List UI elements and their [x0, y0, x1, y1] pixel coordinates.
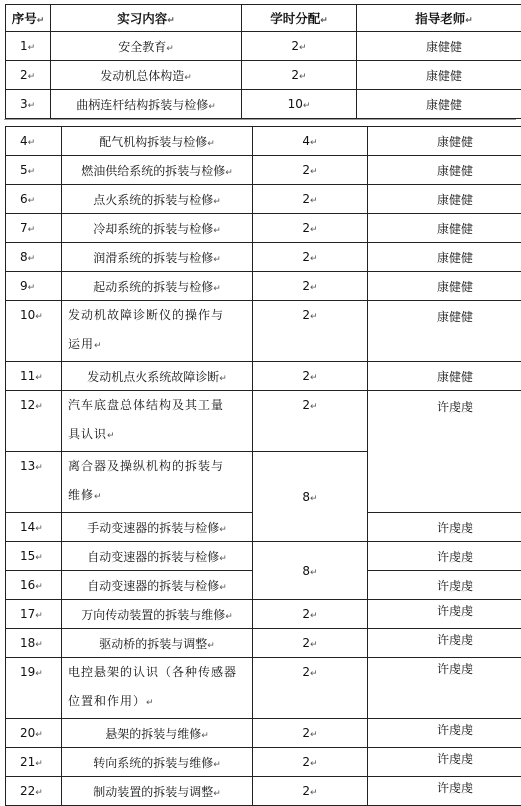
row-hours: 8 — [302, 564, 310, 578]
table-row: 11↵ 发动机点火系统故障诊断↵ 2↵ 康健健 — [6, 362, 521, 391]
table-row: 10↵ 发动机故障诊断仪的操作与 运用↵ 2↵ 康健健 — [6, 301, 521, 362]
table-row: 15↵ 自动变速器的拆装与检修↵ 8↵ 许虔虔 — [6, 542, 521, 571]
row-no: 15 — [20, 549, 35, 563]
row-hours: 2 — [302, 279, 310, 293]
row-content-line2: 维修 — [68, 488, 94, 502]
row-teacher: 许虔虔 — [437, 579, 473, 593]
row-teacher: 康健健 — [426, 69, 462, 83]
row-teacher: 康健健 — [426, 98, 462, 112]
row-hours: 2 — [302, 163, 310, 177]
row-no: 9 — [20, 279, 28, 293]
table-row: 5↵ 燃油供给系统的拆装与检修↵ 2↵ 康健健 — [6, 156, 521, 185]
header-no: 序号↵ — [6, 5, 51, 32]
row-hours: 2 — [302, 398, 310, 412]
row-teacher: 许虔虔 — [437, 781, 473, 795]
table-row: 13↵ 离合器及操纵机构的拆装与 维修↵ 8↵ — [6, 452, 521, 513]
table-row: 1↵ 安全教育↵ 2↵ 康健健 — [6, 32, 521, 61]
row-hours: 2 — [302, 636, 310, 650]
page-break-line — [4, 119, 516, 125]
row-hours: 8 — [302, 490, 310, 504]
row-content: 曲柄连杆结构拆装与检修 — [76, 98, 208, 112]
schedule-table-part2 — [5, 126, 521, 806]
row-content: 自动变速器的拆装与检修 — [87, 579, 219, 593]
row-content: 转向系统的拆装与维修 — [93, 756, 213, 770]
row-content: 冷却系统的拆装与检修 — [93, 222, 213, 236]
row-hours: 2 — [302, 192, 310, 206]
row-content-line1: 离合器及操纵机构的拆装与 — [68, 459, 224, 473]
row-content-line2: 具认识 — [68, 427, 107, 441]
row-teacher: 康健健 — [426, 40, 462, 54]
table-row: 20↵ 悬架的拆装与维修↵ 2↵ 许虔虔 — [6, 719, 521, 748]
row-no: 8 — [20, 250, 28, 264]
row-teacher: 许虔虔 — [437, 662, 473, 676]
row-hours: 2 — [302, 607, 310, 621]
row-hours: 4 — [302, 134, 310, 148]
row-content: 燃油供给系统的拆装与检修 — [81, 164, 225, 178]
schedule-table-part1 — [5, 4, 521, 119]
row-teacher: 康健健 — [437, 370, 473, 384]
header-content: 实习内容↵ — [51, 5, 242, 32]
row-hours: 2 — [291, 39, 299, 53]
row-no: 7 — [20, 221, 28, 235]
table-row: 22↵ 制动装置的拆装与调整↵ 2↵ 许虔虔 — [6, 777, 521, 806]
row-no: 10 — [20, 308, 35, 322]
row-content: 点火系统的拆装与检修 — [93, 193, 213, 207]
row-no: 12 — [20, 398, 35, 412]
table-row: 17↵ 万向传动装置的拆装与维修↵ 2↵ 许虔虔 — [6, 600, 521, 629]
row-hours: 2 — [302, 221, 310, 235]
table-row: 4↵ 配气机构拆装与检修↵ 4↵ 康健健 — [6, 127, 521, 156]
row-hours: 2 — [302, 369, 310, 383]
row-content: 自动变速器的拆装与检修 — [87, 550, 219, 564]
row-hours: 2 — [302, 308, 310, 322]
table-row: 2↵ 发动机总体构造↵ 2↵ 康健健 — [6, 61, 521, 90]
row-no: 21 — [20, 755, 35, 769]
row-content: 安全教育 — [118, 40, 166, 54]
row-teacher: 许虔虔 — [437, 723, 473, 737]
row-teacher: 康健健 — [437, 193, 473, 207]
row-content: 配气机构拆装与检修 — [99, 135, 207, 149]
row-teacher: 许虔虔 — [437, 604, 473, 618]
row-teacher: 康健健 — [437, 164, 473, 178]
row-content-line2: 运用 — [68, 337, 94, 351]
row-teacher: 康健健 — [437, 280, 473, 294]
table-row: 3↵ 曲柄连杆结构拆装与检修↵ 10↵ 康健健 — [6, 90, 521, 119]
row-content: 手动变速器的拆装与检修 — [87, 521, 219, 535]
row-no: 14 — [20, 520, 35, 534]
row-teacher: 康健健 — [437, 135, 473, 149]
row-no: 13 — [20, 459, 35, 473]
row-no: 4 — [20, 134, 28, 148]
row-no: 22 — [20, 784, 35, 798]
row-no: 11 — [20, 369, 35, 383]
row-content: 悬架的拆装与维修 — [105, 727, 201, 741]
row-content: 发动机总体构造 — [100, 69, 184, 83]
table-row: 8↵ 润滑系统的拆装与检修↵ 2↵ 康健健 — [6, 243, 521, 272]
table-row: 7↵ 冷却系统的拆装与检修↵ 2↵ 康健健 — [6, 214, 521, 243]
row-content: 起动系统的拆装与检修 — [93, 280, 213, 294]
row-content-line1: 汽车底盘总体结构及其工量 — [68, 398, 224, 412]
row-teacher: 许虔虔 — [437, 752, 473, 766]
row-teacher: 许虔虔 — [437, 400, 473, 414]
row-teacher: 康健健 — [437, 222, 473, 236]
row-teacher: 康健健 — [437, 310, 473, 324]
row-no: 17 — [20, 607, 35, 621]
row-hours: 2 — [291, 68, 299, 82]
table-row: 16↵ 自动变速器的拆装与检修↵ 许虔虔 — [6, 571, 521, 600]
row-no: 1 — [20, 39, 28, 53]
table-row: 9↵ 起动系统的拆装与检修↵ 2↵ 康健健 — [6, 272, 521, 301]
table-header-row — [6, 5, 521, 32]
row-teacher: 康健健 — [437, 251, 473, 265]
row-no: 2 — [20, 68, 28, 82]
row-teacher: 许虔虔 — [437, 521, 473, 535]
row-no: 16 — [20, 578, 35, 592]
row-no: 5 — [20, 163, 28, 177]
table-row: 18↵ 驱动桥的拆装与调整↵ 2↵ 许虔虔 — [6, 629, 521, 658]
table-row: 21↵ 转向系统的拆装与维修↵ 2↵ 许虔虔 — [6, 748, 521, 777]
row-no: 19 — [20, 665, 35, 679]
row-content: 发动机点火系统故障诊断 — [87, 370, 219, 384]
table-row: 12↵ 汽车底盘总体结构及其工量 具认识↵ 2↵ 许虔虔 — [6, 391, 521, 452]
row-hours: 2 — [302, 665, 310, 679]
row-hours: 2 — [302, 250, 310, 264]
header-teacher: 指导老师↵ — [357, 5, 521, 32]
row-no: 3 — [20, 97, 28, 111]
row-content-line1: 电控悬架的认识（各种传感器 — [68, 665, 237, 679]
row-teacher: 许虔虔 — [437, 550, 473, 564]
row-content: 驱动桥的拆装与调整 — [99, 637, 207, 651]
table-row: 6↵ 点火系统的拆装与检修↵ 2↵ 康健健 — [6, 185, 521, 214]
row-hours: 2 — [302, 755, 310, 769]
row-content-line2: 位置和作用） — [68, 694, 146, 708]
row-teacher: 许虔虔 — [437, 633, 473, 647]
header-hours: 学时分配↵ — [242, 5, 357, 32]
row-hours: 10 — [288, 97, 303, 111]
row-no: 20 — [20, 726, 35, 740]
table-row: 19↵ 电控悬架的认识（各种传感器 位置和作用）↵ 2↵ 许虔虔 — [6, 658, 521, 719]
row-hours: 2 — [302, 726, 310, 740]
row-content-line1: 发动机故障诊断仪的操作与 — [68, 308, 224, 322]
row-content: 润滑系统的拆装与检修 — [93, 251, 213, 265]
row-content: 制动装置的拆装与调整 — [93, 785, 213, 799]
row-no: 6 — [20, 192, 28, 206]
table-row: 14↵ 手动变速器的拆装与检修↵ 许虔虔 — [6, 513, 521, 542]
row-content: 万向传动装置的拆装与维修 — [81, 608, 225, 622]
row-no: 18 — [20, 636, 35, 650]
row-hours: 2 — [302, 784, 310, 798]
